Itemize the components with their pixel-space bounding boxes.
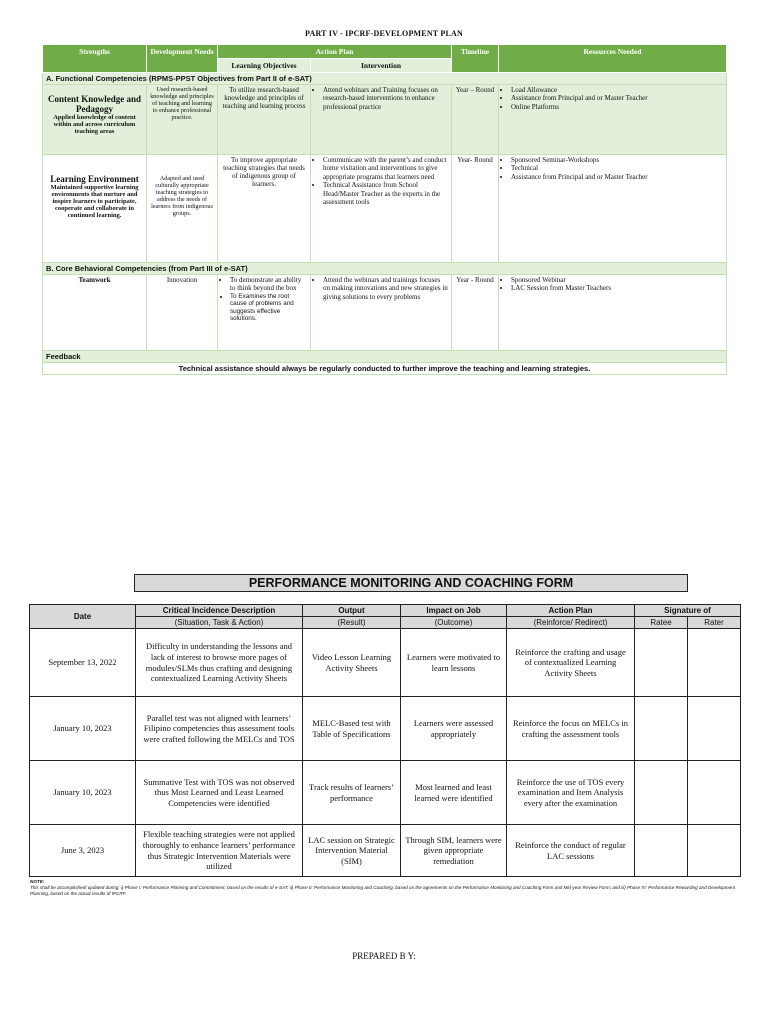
- objective-item: • To Examines the root cause of problems and suggests effective solutions.: [230, 293, 307, 323]
- header-action-plan: Action Plan: [218, 45, 452, 59]
- ratee-signature-cell[interactable]: [635, 825, 688, 877]
- section-a-heading: A. Functional Competencies (RPMS-PPST Objectives from Part II of e-SAT): [43, 73, 727, 85]
- strength-title: Content Knowledge and Pedagogy: [47, 94, 141, 114]
- resource-item: • Assistance from Principal and or Master Teacher: [511, 94, 723, 102]
- development-need-cell: Adapted and used culturally appropriate teaching strategies to address the needs of learners from indigenous groups.: [147, 155, 218, 263]
- feedback-label: Feedback: [43, 351, 727, 363]
- note-text: This shall be accomplished/ updated during: i) Phase I: Performance Planning and Commitment, based on the results of e-SAT; ii) Phase II: Performance Monitoring and Coaching, based on the agreements on the Performance Monitoring and Coaching Form and Mid-year Review Form; and iii) Phase IV: Performance Rewarding and Development Planning, based on the actual results of IPCRF.: [30, 884, 735, 896]
- header-intervention: Intervention: [311, 59, 452, 73]
- critical-cell: Summative Test with TOS was not observed thus Most Learned and Least Learned Competencies were identified: [136, 761, 303, 825]
- resource-item: • Load Allowance: [511, 86, 723, 94]
- intervention-item: • Attend webinars and Training focuses on research-based interventions to enhance professional practice: [323, 86, 448, 111]
- impact-cell: Most learned and least learned were identified: [401, 761, 507, 825]
- header-timeline: Timeline: [452, 45, 499, 73]
- impact-cell: Learners were assessed appropriately: [401, 697, 507, 761]
- table-row: [30, 761, 741, 825]
- intervention-cell: [311, 155, 452, 263]
- critical-cell: Flexible teaching strategies were not applied thoroughly to enhance learners’ performance thus Strategic Intervention Materials were utilized: [136, 825, 303, 877]
- intervention-item: • Attend the webinars and trainings focuses on making innovations and new strategies in giving solutions to every problems: [323, 276, 448, 301]
- note-label: NOTE:: [30, 879, 45, 884]
- header-resources: Resources Needed: [499, 45, 727, 73]
- header-output: Output: [303, 605, 401, 617]
- date-cell: January 10, 2023: [30, 697, 136, 761]
- table-row: [43, 155, 727, 263]
- resource-item: • Online Platforms: [511, 103, 723, 111]
- section-b-heading: B. Core Behavioral Competencies (from Part III of e-SAT): [43, 263, 727, 275]
- resource-item: • Sponsored Seminar-Workshops: [511, 156, 723, 164]
- impact-cell: Through SIM, learners were given appropriate remediation: [401, 825, 507, 877]
- ratee-signature-cell[interactable]: [635, 761, 688, 825]
- objective-cell: To improve appropriate teaching strategies that needs of indigenous group of learners.: [218, 155, 311, 263]
- impact-cell: Learners were motivated to learn lessons: [401, 629, 507, 697]
- ratee-signature-cell[interactable]: [635, 697, 688, 761]
- development-plan-table: [42, 44, 727, 375]
- resources-cell: [499, 85, 727, 155]
- timeline-cell: Year- Round: [452, 155, 499, 263]
- page-title: PART IV - IPCRF-DEVELOPMENT PLAN: [305, 29, 463, 38]
- intervention-cell: [311, 85, 452, 155]
- action-cell: Reinforce the focus on MELCs in crafting the assessment tools: [507, 697, 635, 761]
- footnote: [30, 879, 745, 897]
- table-row: [30, 629, 741, 697]
- output-cell: LAC session on Strategic Intervention Material (SIM): [303, 825, 401, 877]
- strength-cell: [43, 155, 147, 263]
- output-cell: Video Lesson Learning Activity Sheets: [303, 629, 401, 697]
- resources-cell: [499, 155, 727, 263]
- strength-description: Applied knowledge of content within and across curriculum teaching areas: [53, 114, 136, 135]
- resources-cell: [499, 275, 727, 351]
- resource-item: • LAC Session from Master Teachers: [511, 284, 723, 292]
- table-row: [30, 697, 741, 761]
- performance-monitoring-title: PERFORMANCE MONITORING AND COACHING FORM: [134, 574, 688, 592]
- rater-signature-cell[interactable]: [688, 761, 741, 825]
- strength-cell: [43, 85, 147, 155]
- ratee-signature-cell[interactable]: [635, 629, 688, 697]
- rater-signature-cell[interactable]: [688, 629, 741, 697]
- action-cell: Reinforce the crafting and usage of contextualized Learning Activity Sheets: [507, 629, 635, 697]
- date-cell: June 3, 2023: [30, 825, 136, 877]
- header-impact: Impact on Job: [401, 605, 507, 617]
- development-need-cell: Used research-based knowledge and principles of teaching and learning to enhance professional practice.: [147, 85, 218, 155]
- strength-title: Learning Environment: [50, 174, 139, 184]
- resource-item: • Sponsored Webinar: [511, 276, 723, 284]
- objective-item: • To demonstrate an ability to think beyond the box: [230, 276, 307, 293]
- action-cell: Reinforce the use of TOS every examination and Item Analysis every after the examination: [507, 761, 635, 825]
- timeline-cell: Year - Round: [452, 275, 499, 351]
- header-strengths: Strengths: [43, 45, 147, 73]
- strength-description: Maintained supportive learning environments that nurture and inspire learners to participate, cooperate and collaborate in continued learning.: [50, 184, 139, 219]
- intervention-item: • Communicate with the parent’s and conduct home visitation and interventions to give appropriate programs that learners need: [323, 156, 448, 181]
- timeline-cell: Year – Round: [452, 85, 499, 155]
- header-output-sub: (Result): [303, 617, 401, 629]
- header-rater: Rater: [688, 617, 741, 629]
- performance-monitoring-table: [29, 604, 741, 877]
- critical-cell: Difficulty in understanding the lessons and lack of interest to browse more pages of modules/SLMs thus crafting and designing contextualized Learning Activity Sheets: [136, 629, 303, 697]
- header-ratee: Ratee: [635, 617, 688, 629]
- header-learning-objectives: Learning Objectives: [218, 59, 311, 73]
- date-cell: September 13, 2022: [30, 629, 136, 697]
- output-cell: MELC-Based test with Table of Specifications: [303, 697, 401, 761]
- table-row: [30, 825, 741, 877]
- header-action-plan: Action Plan: [507, 605, 635, 617]
- rater-signature-cell[interactable]: [688, 697, 741, 761]
- header-critical-incidence: Critical Incidence Description: [136, 605, 303, 617]
- rater-signature-cell[interactable]: [688, 825, 741, 877]
- date-cell: January 10, 2023: [30, 761, 136, 825]
- objective-cell: [218, 275, 311, 351]
- action-cell: Reinforce the conduct of regular LAC sessions: [507, 825, 635, 877]
- header-impact-sub: (Outcome): [401, 617, 507, 629]
- table-row: [43, 275, 727, 351]
- intervention-item: • Technical Assistance from School Head/Master Teacher as the experts in the assessment tools: [323, 181, 448, 206]
- resource-item: • Technical: [511, 164, 723, 172]
- header-development-needs: Development Needs: [147, 45, 218, 73]
- strength-cell: Teamwork: [43, 275, 147, 351]
- header-signature: Signature of: [635, 605, 741, 617]
- header-date: Date: [30, 605, 136, 629]
- resource-item: • Assistance from Principal and or Master Teacher: [511, 173, 723, 181]
- intervention-cell: [311, 275, 452, 351]
- development-need-cell: Innovation: [147, 275, 218, 351]
- header-critical-sub: (Situation, Task & Action): [136, 617, 303, 629]
- feedback-text: Technical assistance should always be regularly conducted to further improve the teaching and learning strategies.: [43, 363, 727, 375]
- table-row: [43, 85, 727, 155]
- output-cell: Track results of learners’ performance: [303, 761, 401, 825]
- objective-cell: To utilize research-based knowledge and principles of teaching and learning process: [218, 85, 311, 155]
- prepared-by-label: PREPARED B Y:: [352, 951, 416, 961]
- header-action-sub: (Reinforce/ Redirect): [507, 617, 635, 629]
- critical-cell: Parallel test was not aligned with learners’ Filipino competencies thus assessment tools were crafted following the MELCs and TOS: [136, 697, 303, 761]
